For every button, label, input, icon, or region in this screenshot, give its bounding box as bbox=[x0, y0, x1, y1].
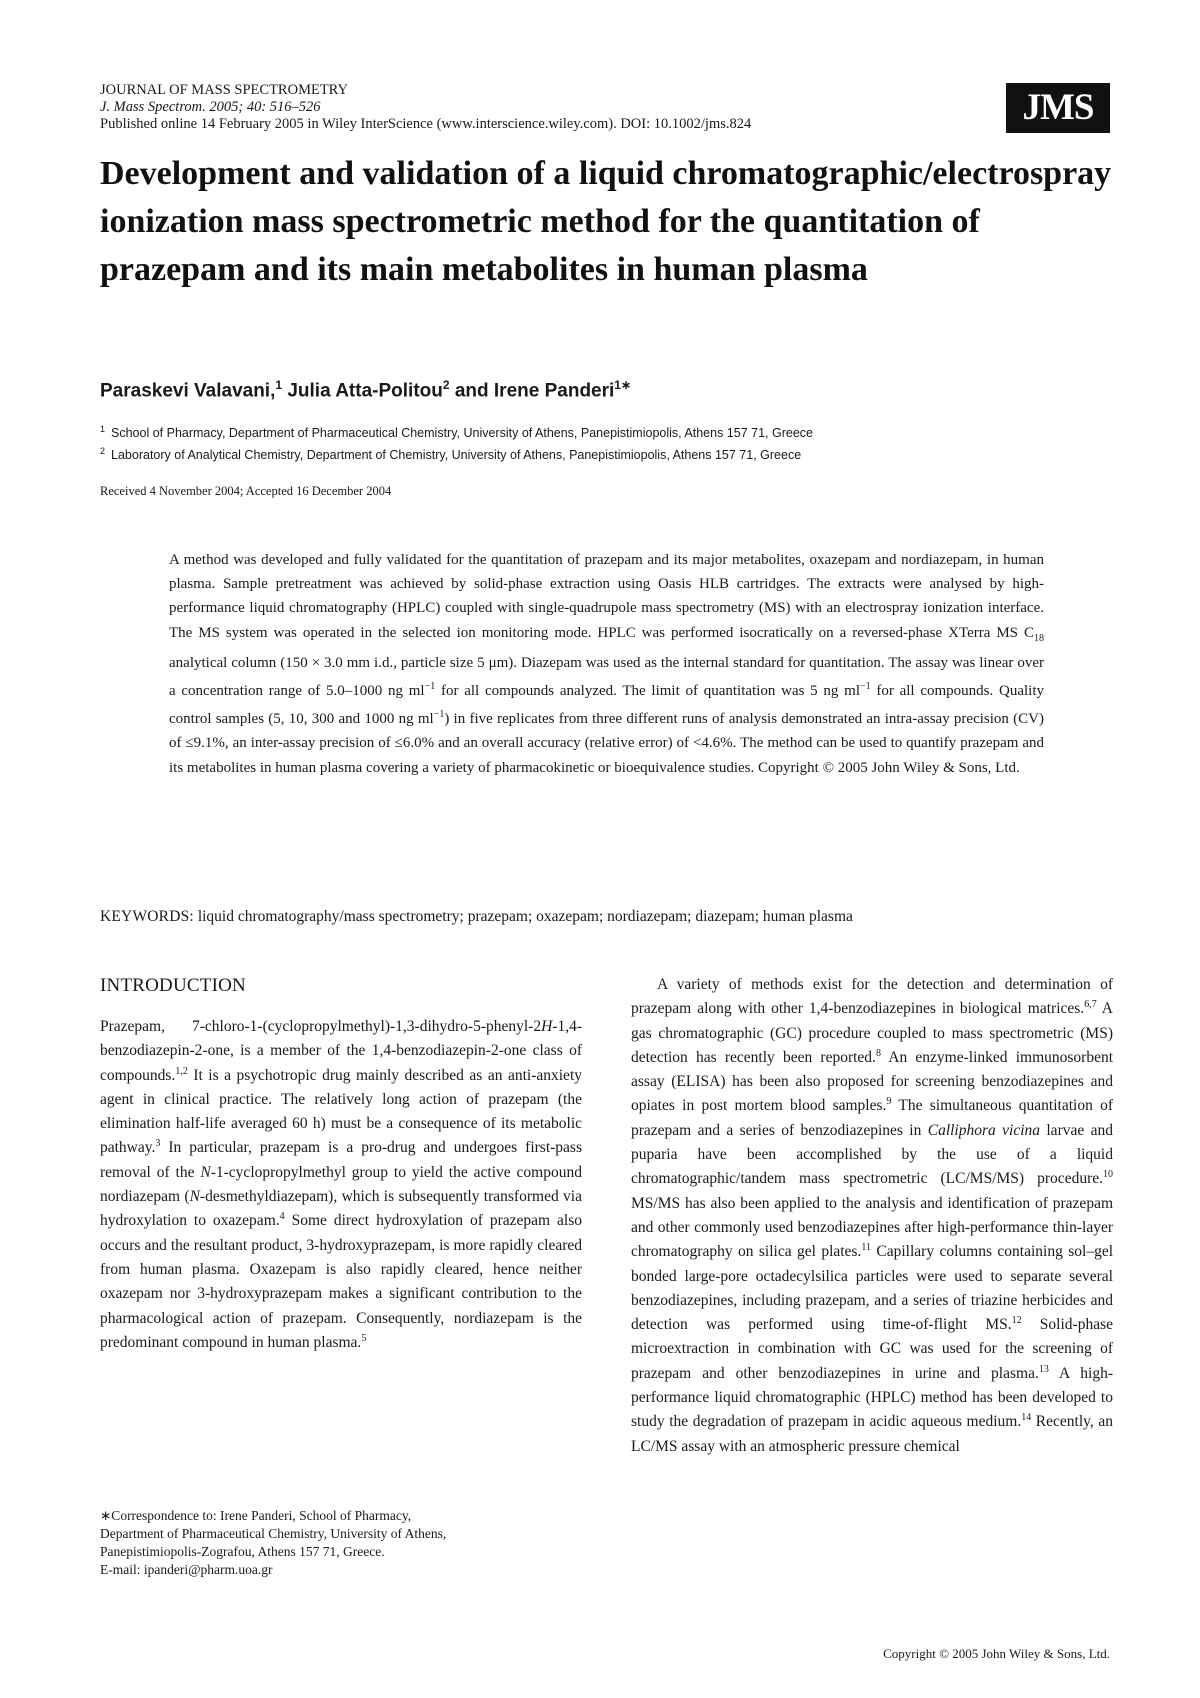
journal-citation: J. Mass Spectrom. 2005; 40: 516–526 bbox=[100, 99, 321, 115]
keywords-label: KEYWORDS: bbox=[100, 908, 194, 925]
journal-name: JOURNAL OF MASS SPECTROMETRY bbox=[100, 82, 349, 98]
citation-ref: 11 bbox=[861, 1242, 871, 1254]
correspondence-footnote: ∗Correspondence to: Irene Panderi, School of Pharmacy, Department of Pharmaceutical Chemistry, University of Athens, Panepistimiopolis-Zografou, Athens 157 71, Greece. E-mail: ipanderi@pharm.uoa.gr bbox=[100, 1507, 582, 1579]
author-name: and Irene Panderi bbox=[454, 380, 615, 402]
author-affiliation-marker: 2 bbox=[442, 378, 450, 392]
keywords bbox=[100, 908, 853, 926]
keywords-list: liquid chromatography/mass spectrometry; prazepam; oxazepam; nordiazepam; diazepam; human plasma bbox=[193, 908, 853, 925]
author-name: Julia Atta-Politou bbox=[287, 380, 443, 402]
author-list bbox=[100, 378, 631, 402]
author-affiliation-marker: 1 bbox=[275, 378, 283, 392]
journal-header bbox=[100, 82, 751, 133]
citation-ref: 12 bbox=[1011, 1315, 1022, 1326]
citation-ref: 1,2 bbox=[175, 1065, 188, 1077]
citation-ref: 4 bbox=[279, 1211, 285, 1223]
introduction-paragraph-right: A variety of methods exist for the detection and determination of prazepam along with other 1,4-benzodiazepines in biological matrices.$^{6,7}$ A gas chromatographic (GC) procedure coupled to mass spectrometric (MS) detection has recently been reported.$^8$ An enzyme-linked immunosorbent assay (ELISA) has been also proposed for screening benzodiazepines and opiates in post mortem blood samples.$^9$ The simultaneous quantitation of prazepam and a series of benzodiazepines in Calliphora vicina larvae and puparia have been accomplished by the use of a liquid chromatographic/tandem mass spectrometric (LC/MS/MS) procedure.$^{10}$ MS/MS has also been applied to the analysis and identification of prazepam and other commonly used benzodiazepines after high-performance thin-layer chromatography on silica gel plates.$^{11}$ Capillary columns containing sol–gel bonded large-pore octadecylsilica particles were used to separate several benzodiazepines, including prazepam, and a series of triazine herbicides and detection was performed using time-of-flight MS.$^{12}$ Solid-phase microextraction in combination with GC was used for the screening of prazepam and other benzodiazepines in urine and plasma.$^{13}$ A high-performance liquid chromatographic (HPLC) method has been developed to study the degradation of prazepam in acidic aqueous medium.$^{14}$ Recently, an LC/MS assay with an atmospheric pressure chemical bbox=[631, 976, 1114, 1455]
author-affiliation-marker: 1∗ bbox=[614, 378, 632, 392]
citation-ref: 13 bbox=[1038, 1363, 1049, 1375]
affiliation-text: School of Pharmacy, Department of Pharmaceutical Chemistry, University of Athens, Panepistimiopolis, Athens 157 71, Greece bbox=[111, 426, 813, 441]
footer-copyright: Copyright © 2005 John Wiley & Sons, Ltd. bbox=[883, 1646, 1110, 1661]
publication-info: Published online 14 February 2005 in Wiley InterScience (www.interscience.wiley.com). DOI: 10.1002/jms.824 bbox=[100, 116, 752, 132]
citation-ref: 6,7 bbox=[1084, 999, 1097, 1011]
received-dates: Received 4 November 2004; Accepted 16 December 2004 bbox=[100, 484, 392, 498]
correspondence-email: E-mail: ipanderi@pharm.uoa.gr bbox=[100, 1562, 273, 1577]
affiliation-text: Laboratory of Analytical Chemistry, Department of Chemistry, University of Athens, Panepistimiopolis, Athens 157 71, Greece bbox=[111, 448, 802, 463]
citation-ref: 9 bbox=[886, 1096, 892, 1108]
jms-logo: JMS bbox=[1006, 83, 1110, 133]
citation-ref: 10 bbox=[1103, 1169, 1113, 1181]
article-title: Development and validation of a liquid chromatographic/electrospray ionization mass spectrometric method for the quantitation of prazepam and its main metabolites in human plasma bbox=[100, 155, 1112, 288]
affiliation bbox=[100, 424, 813, 440]
affiliation-number: 2 bbox=[100, 446, 106, 456]
citation-ref: 8 bbox=[875, 1047, 881, 1059]
affiliation-number: 1 bbox=[100, 424, 106, 434]
author-name: Paraskevi Valavani, bbox=[100, 380, 276, 402]
abstract: A method was developed and fully validated for the quantitation of prazepam and its major metabolites, oxazepam and nordiazepam, in human plasma. Sample pretreatment was achieved by solid-phase extraction using Oasis HLB cartridges. The extracts were analysed by high-performance liquid chromatography (HPLC) coupled with single-quadrupole mass spectrometry (MS) with an electrospray ionization interface. The MS system was operated in the selected ion monitoring mode. HPLC was performed isocratically on a reversed-phase XTerra MS $C_{18}$ analytical column (150 × 3.0 mm i.d., particle size 5 μm). Diazepam was used as the internal standard for quantitation. The assay was linear over a concentration range of 5.0–1000 ng $ml^{-1}$ for all compounds analyzed. The limit of quantitation was 5 ng $ml^{-1}$ for all compounds. Quality control samples (5, 10, 300 and 1000 ng $ml^{-1}$) in five replicates from three different runs of analysis demonstrated an intra-assay precision (CV) of ≤9.1%, an inter-assay precision of ≤6.0% and an overall accuracy (relative error) of <4.6%. The method can be used to quantify prazepam and its metabolites in human plasma covering a variety of pharmacokinetic or bioequivalence studies. Copyright © 2005 John Wiley & Sons, Ltd. bbox=[169, 552, 1044, 776]
citation-ref: 3 bbox=[155, 1138, 161, 1150]
citation-ref: 5 bbox=[361, 1332, 367, 1344]
introduction-paragraph: Prazepam, 7-chloro-1-(cyclopropylmethyl)-1,3-dihydro-5-phenyl-2H-1,4-benzodiazepin-2-one, is a member of the 1,4-benzodiazepin-2-one class of compounds.$^{1,2}$ It is a psychotropic drug mainly described as an anti-anxiety agent in clinical practice. The relatively long action of prazepam (the elimination half-life averaged 60 h) must be a consequence of its metabolic pathway.$^3$ In particular, prazepam is a pro-drug and undergoes first-pass removal of the N-1-cyclopropylmethyl group to yield the active compound nordiazepam (N-desmethyldiazepam), which is subsequently transformed via hydroxylation to oxazepam.$^4$ Some direct hydroxylation of prazepam also occurs and the resultant product, 3-hydroxyprazepam, is more rapidly cleared from human plasma. Oxazepam is also rapidly cleared, hence neither oxazepam nor 3-hydroxyprazepam makes a significant contribution to the pharmacological action of prazepam. Consequently, nordiazepam is the predominant compound in human plasma.$^5$ bbox=[100, 1018, 582, 1351]
affiliation bbox=[100, 446, 801, 462]
section-heading-introduction: INTRODUCTION bbox=[100, 975, 246, 996]
citation-ref: 14 bbox=[1021, 1412, 1032, 1424]
